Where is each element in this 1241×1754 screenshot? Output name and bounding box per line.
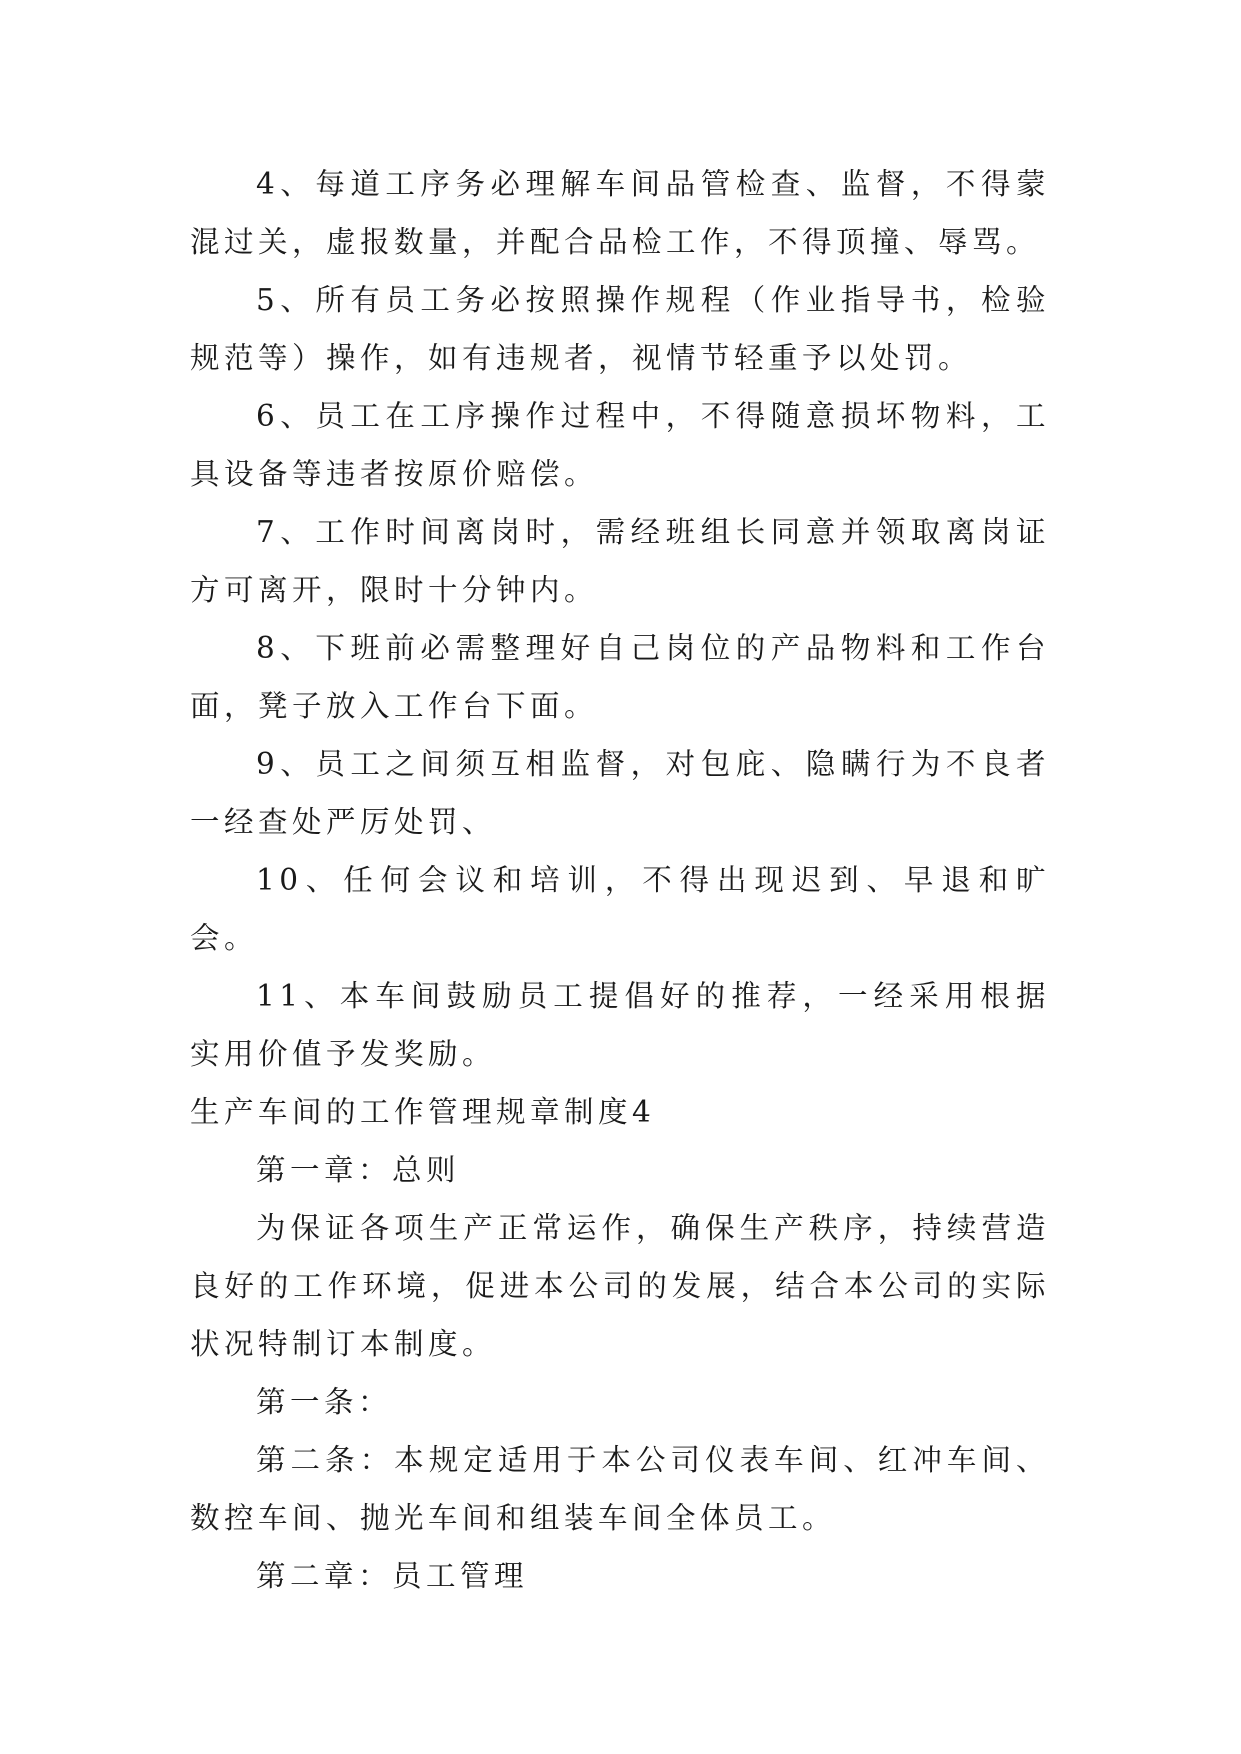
paragraph-rule-8: 8、下班前必需整理好自己岗位的产品物料和工作台面，凳子放入工作台下面。 — [190, 631, 1050, 723]
paragraph-rule-11: 11、本车间鼓励员工提倡好的推荐，一经采用根据实用价值予发奖励。 — [190, 979, 1050, 1071]
general-principle-paragraph: 为保证各项生产正常运作，确保生产秩序，持续营造良好的工作环境，促进本公司的发展，结合本公司的实际状况特制订本制度。 — [190, 1211, 1050, 1361]
paragraph-rule-4: 4、每道工序务必理解车间品管检查、监督，不得蒙混过关，虚报数量，并配合品检工作，不得顶撞、辱骂。 — [190, 167, 1050, 259]
paragraph-rule-6: 6、员工在工序操作过程中，不得随意损坏物料，工具设备等违者按原价赔偿。 — [190, 399, 1050, 491]
paragraph-rule-10: 10、任何会议和培训，不得出现迟到、早退和旷会。 — [190, 863, 1050, 955]
paragraph-rule-5: 5、所有员工务必按照操作规程（作业指导书，检验规范等）操作，如有违规者，视情节轻重予以处罚。 — [190, 283, 1050, 375]
section-title: 生产车间的工作管理规章制度4 — [190, 1095, 656, 1129]
paragraph-rule-7: 7、工作时间离岗时，需经班组长同意并领取离岗证方可离开，限时十分钟内。 — [190, 515, 1050, 607]
chapter-2-heading: 第二章：员工管理 — [256, 1559, 529, 1593]
article-2: 第二条：本规定适用于本公司仪表车间、红冲车间、数控车间、抛光车间和组装车间全体员工。 — [190, 1443, 1050, 1535]
document-page — [190, 155, 1050, 1605]
article-1: 第一条： — [256, 1385, 393, 1419]
chapter-1-heading: 第一章：总则 — [256, 1153, 461, 1187]
paragraph-rule-9: 9、员工之间须互相监督，对包庇、隐瞒行为不良者一经查处严厉处罚、 — [190, 747, 1050, 839]
